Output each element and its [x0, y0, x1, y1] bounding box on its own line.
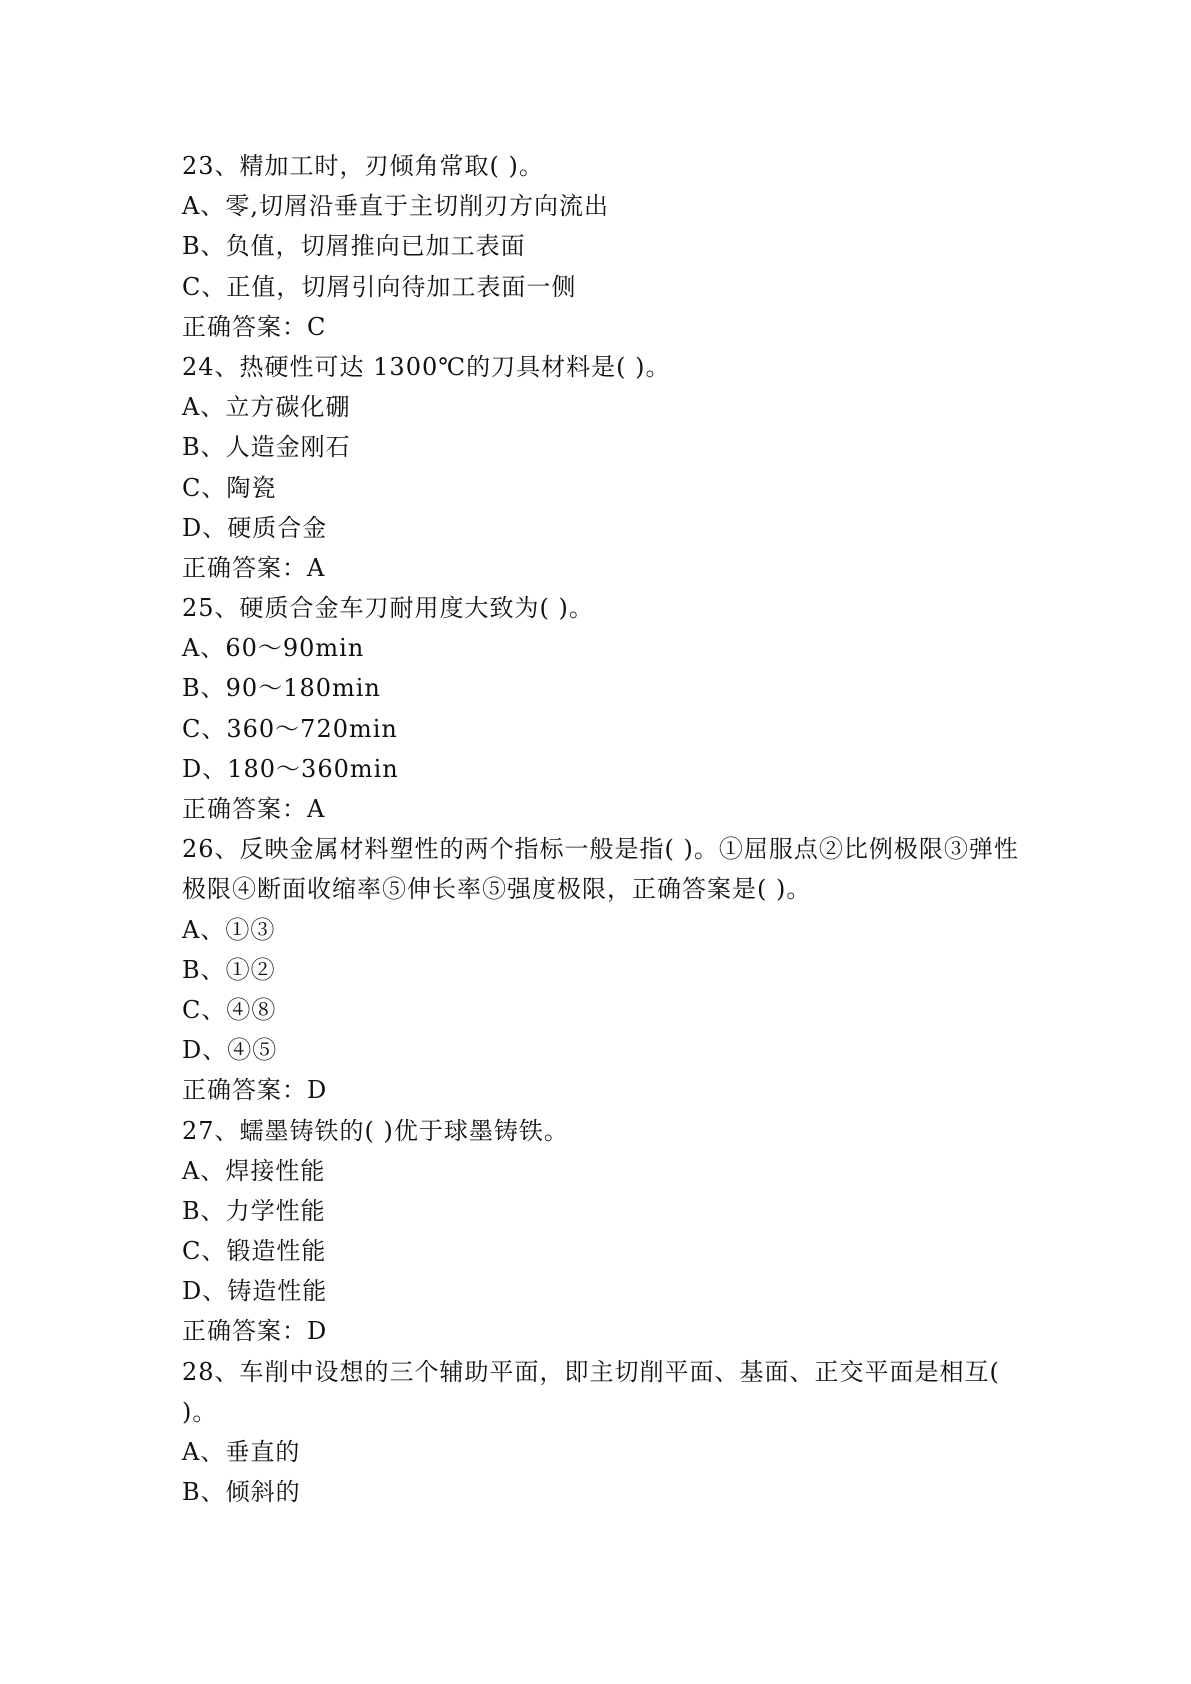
option-24-d: D、硬质合金: [182, 513, 328, 542]
answer-26: 正确答案：D: [182, 1076, 328, 1105]
option-23-b: B、负值，切屑推向已加工表面: [182, 232, 526, 261]
answer-25: 正确答案：A: [182, 795, 326, 823]
answer-24: 正确答案：A: [182, 553, 326, 582]
document-page: [182, 146, 1028, 1512]
option-28-b: B、倾斜的: [182, 1478, 301, 1507]
option-24-b: B、人造金刚石: [182, 433, 351, 462]
question-stem-26: 26、反映金属材料塑性的两个指标一般是指( )。①屈服点②比例极限③弹性极限④断面收缩率⑤伸长率⑤强度极限，正确答案是( )。: [182, 835, 1019, 904]
question-stem-23: 23、精加工时，刃倾角常取( )。: [182, 152, 544, 180]
option-27-d: D、铸造性能: [182, 1277, 328, 1306]
question-stem-28: 28、车削中设想的三个辅助平面，即主切削平面、基面、正交平面是相互( )。: [182, 1357, 1000, 1426]
option-26-b: B、①②: [182, 955, 276, 984]
question-stem-24: 24、热硬性可达 1300℃的刀具材料是( )。: [182, 352, 671, 381]
option-27-c: C、锻造性能: [182, 1237, 327, 1266]
option-28-a: A、垂直的: [182, 1438, 301, 1467]
answer-27: 正确答案：D: [182, 1317, 328, 1346]
option-25-b: B、90～180min: [182, 674, 381, 703]
option-25-d: D、180～360min: [182, 754, 399, 783]
option-25-a: A、60～90min: [182, 634, 365, 663]
option-27-a: A、焊接性能: [182, 1156, 326, 1185]
option-26-d: D、④⑤: [182, 1036, 278, 1065]
option-24-a: A、立方碳化硼: [182, 393, 351, 422]
option-27-b: B、力学性能: [182, 1196, 326, 1225]
option-23-c: C、正值，切屑引向待加工表面一侧: [182, 272, 577, 301]
option-26-c: C、④⑧: [182, 995, 277, 1024]
option-24-c: C、陶瓷: [182, 473, 277, 502]
option-25-c: C、360～720min: [182, 714, 398, 743]
question-stem-25: 25、硬质合金车刀耐用度大致为( )。: [182, 594, 594, 623]
option-23-a: A、零,切屑沿垂直于主切削刃方向流出: [182, 192, 609, 221]
question-stem-27: 27、蠕墨铸铁的( )优于球墨铸铁。: [182, 1116, 569, 1145]
answer-23: 正确答案：C: [182, 312, 327, 341]
option-26-a: A、①③: [182, 915, 276, 944]
